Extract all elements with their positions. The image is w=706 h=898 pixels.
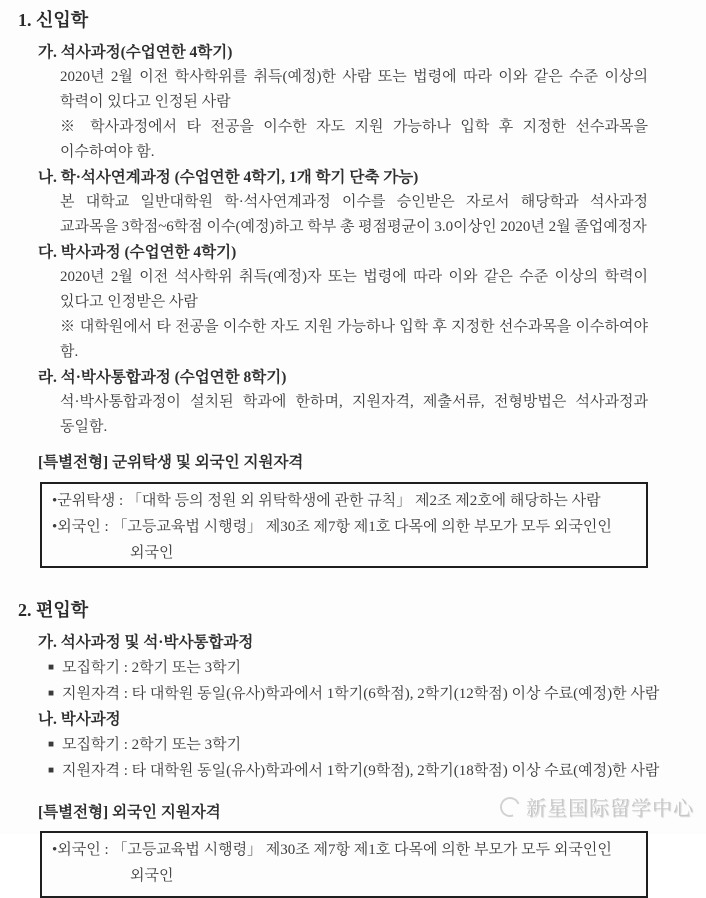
section-transfer-admission [0,596,706,898]
bullet-text: 모집학기 : 2학기 또는 3학기 [62,660,242,676]
group-masters-integrated [0,630,706,707]
item-body-combined-bm: 본 대학교 일반대학원 학·석사연계과정 이수를 승인받은 자로서 해당학과 석사과정 교과목을 3학점~6학점 이수(예정)하고 학부 총 평점평균이 3.0이상인 2020년 2월 졸업예정자 [60,194,648,235]
item-heading-combined-bm: 나. 학·석사연계과정 (수업연한 4학기, 1개 학기 단축 가능) [38,169,419,186]
item-heading-doctoral: 다. 박사과정 (수업연한 4학기) [38,244,237,261]
box2-line-foreigner: •외국인 : 「고등교육법 시행령」 제30조 제7항 제1호 다목에 의한 부모가 모두 외국인인 [52,842,612,858]
watermark-text: 新星国际留学中心 [526,798,694,820]
bullet-recruit-semester-1 [48,655,676,681]
item-body-integrated: 석·박사통합과정이 설치된 학과에 한하며, 지원자격, 제출서류, 전형방법은 석사과정과 동일함. [60,394,648,435]
square-bullet-icon: ■ [48,739,55,750]
item-note-masters: ※ 학사과정에서 타 전공을 이수한 자도 지원 가능하나 입학 후 지정한 선수과목을 이수하여야 함. [60,119,648,160]
box1-line-continuation: 외국인 [130,545,174,561]
square-bullet-icon: ■ [48,662,55,673]
bullet-eligibility-2 [48,758,676,784]
item-body-doctoral: 2020년 2월 이전 석사학위 취득(예정)자 또는 법령에 따라 이와 같은 수준 이상의 학력이 있다고 인정받은 사람 [60,269,648,310]
item-body-masters: 2020년 2월 이전 학사학위를 취득(예정)한 사람 또는 법령에 따라 이와 같은 수준 이상의 학력이 있다고 인정된 사람 [60,69,648,110]
box2-line-continuation: 외국인 [130,868,174,884]
item-combined-bachelor-masters [0,165,706,240]
square-bullet-icon: ■ [48,765,55,776]
item-integrated-ms-phd [0,365,706,440]
special-admission-box-1 [40,482,648,568]
special-admission-heading-1: [특별전형] 군위탁생 및 외국인 지원자격 [38,454,304,471]
bullet-recruit-semester-2 [48,732,676,758]
item-heading-integrated: 라. 석·박사통합과정 (수업연한 8학기) [38,369,287,386]
item-doctoral-course [0,240,706,365]
bullet-text: 지원자격 : 타 대학원 동일(유사)학과에서 1학기(6학점), 2학기(12학점) 이상 수료(예정)한 사람 [62,686,660,702]
bullet-eligibility-1 [48,681,676,707]
section-new-admission [0,6,706,568]
box1-line-military: •군위탁생 : 「대학 등의 정원 외 위탁학생에 관한 규칙」 제2조 제2호에 해당하는 사람 [52,493,601,509]
item-masters-course [0,40,706,165]
watermark-logo-icon [497,793,524,820]
box1-line-foreigner: •외국인 : 「고등교육법 시행령」 제30조 제7항 제1호 다목에 의한 부모가 모두 외국인인 [52,519,612,535]
group-heading-masters-integrated: 가. 석사과정 및 석·박사통합과정 [38,634,254,651]
watermark [500,792,694,821]
group-heading-doctoral: 나. 박사과정 [38,711,121,728]
section-2-title: 2. 편입학 [18,600,89,620]
item-note-doctoral: ※ 대학원에서 타 전공을 이수한 자도 지원 가능하나 입학 후 지정한 선수과목을 이수하여야 함. [60,319,648,360]
bullet-text: 모집학기 : 2학기 또는 3학기 [62,737,242,753]
special-admission-box-2 [40,831,648,898]
square-bullet-icon: ■ [48,688,55,699]
bullet-text: 지원자격 : 타 대학원 동일(유사)학과에서 1학기(9학점), 2학기(18학점) 이상 수료(예정)한 사람 [62,763,660,779]
section-1-title: 1. 신입학 [18,10,89,30]
group-doctoral [0,707,706,784]
special-admission-heading-2: [특별전형] 외국인 지원자격 [38,804,221,821]
item-heading-masters: 가. 석사과정(수업연한 4학기) [38,44,233,61]
